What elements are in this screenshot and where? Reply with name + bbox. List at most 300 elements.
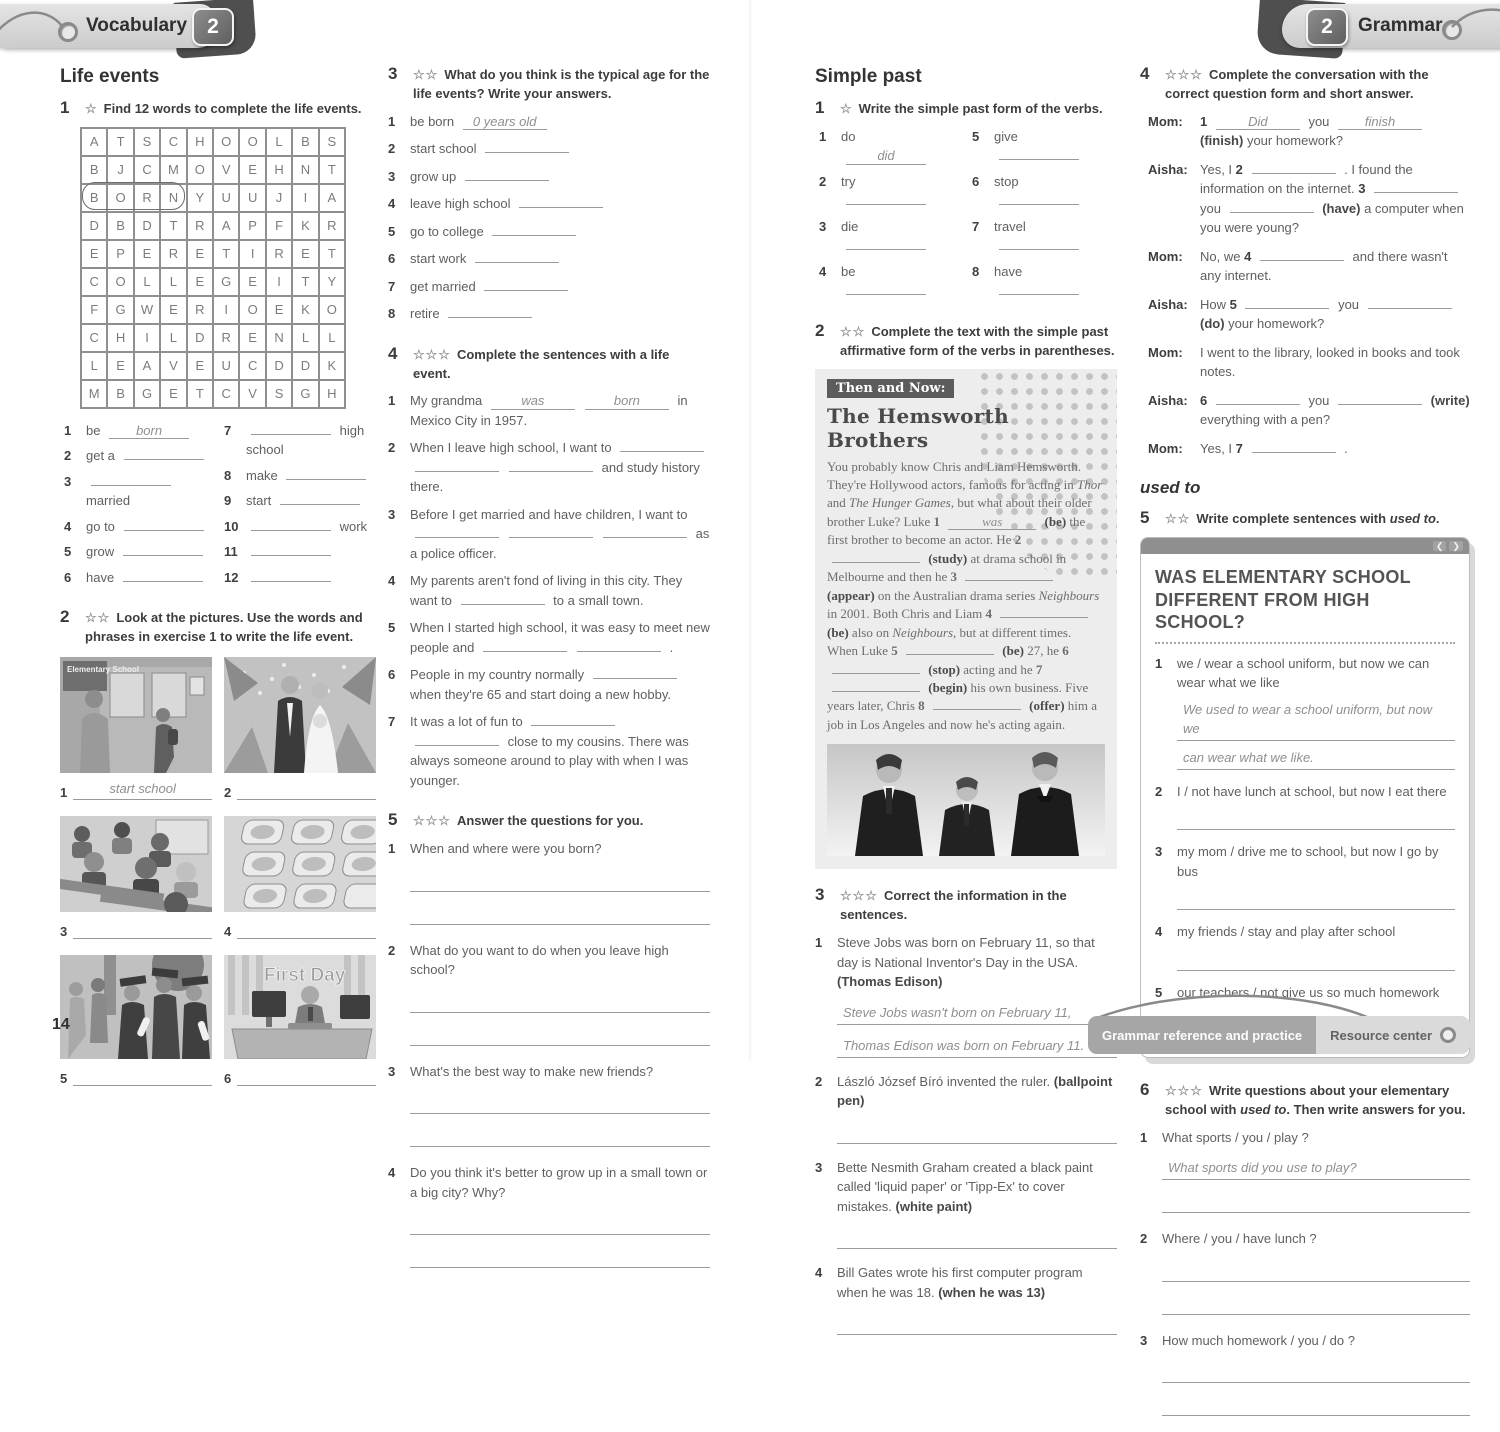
hemsworth-brothers-photo [827,744,1105,859]
answer-blank [1260,260,1344,261]
verb-label: die [841,218,859,234]
answer-blank [1374,192,1458,193]
picture-number: 4 [224,924,232,940]
wordsearch-cell: V [213,156,239,184]
picture-label [60,781,212,800]
blank-number: 4 [985,606,996,622]
picture-cell-2 [224,657,376,804]
item-number: 2 [388,942,396,958]
answer-blank: was [948,515,1036,530]
answer-blank [415,745,499,746]
exercise-number: 3 [815,885,825,905]
wordsearch-cell: I [134,324,160,352]
exercise-number: 4 [388,343,398,363]
exercise-instruction [413,347,669,381]
text: . Then write answers for you. [1286,1101,1466,1117]
text: Steve Jobs was born on February 11, so that day is National Inventor's Day in the USA. [837,935,1095,970]
picture-cell-6 [224,955,376,1090]
text: and study history there. [410,459,700,495]
wordsearch-cell: T [160,212,186,240]
exercise-number: 6 [1140,1080,1150,1100]
text: when they're 65 and start doing a new hobby. [410,686,671,702]
item-number: 1 [388,841,396,857]
conversation-turn [1148,160,1470,238]
answer-blank [123,555,203,556]
wordsearch-cell: E [239,156,265,184]
difficulty-stars: ☆☆☆ [413,346,451,362]
answer-line [1162,1259,1470,1282]
phrase-item [224,517,376,537]
answer-lines [1162,1360,1470,1416]
blank-number: 3 [950,569,961,585]
text: also on [851,624,893,640]
phrase-item [224,421,376,460]
text: your homework? [1228,316,1325,332]
answer-blank [846,294,926,295]
spiral-binding-wire-icon [1450,0,1500,50]
text-bold: (ballpoint pen) [837,1073,1113,1109]
right-page-column-2 [1140,66,1470,1432]
text: . [1340,440,1348,456]
text: get a [86,448,119,464]
text: grow [86,544,118,560]
exercise-number: 4 [1140,64,1150,83]
right-page-column-1 [815,66,1117,1351]
exercise-header [1140,66,1470,104]
graduation-scene-illustration [60,955,212,1059]
text-bold: (white paint) [895,1198,973,1214]
answer-blank [415,471,499,472]
answer-lines [410,990,710,1046]
wordsearch-grid [80,127,346,409]
item-number: 3 [1155,844,1163,860]
text: You probably know Chris and Liam Hemsworth. They're Hollywood actors, famous for acting in [827,458,1081,492]
binder-ring-icon [58,22,78,42]
picture-cell-5 [60,955,212,1090]
list-item [388,112,710,132]
wordsearch-cell: O [187,156,213,184]
exercise-number: 5 [1140,508,1150,528]
item-number: 4 [1155,924,1163,940]
text: 27, he [1027,643,1063,659]
text: No, we [1200,248,1245,264]
wordsearch-cell: E [81,240,107,268]
exercise-2-complete-text [815,320,1117,869]
list-item [815,1263,1117,1335]
answer-blank [577,651,661,652]
list-item [388,665,710,704]
wordsearch-cell: C [81,268,107,296]
picture-number: 6 [224,1071,232,1087]
wordsearch-cell: R [266,240,292,268]
picture-number: 2 [224,785,232,801]
speaker-label: Aisha: [1148,296,1188,312]
exercise-instruction [1165,67,1429,101]
turn-text [1200,112,1470,151]
footer-reference-tabs [1088,1016,1470,1054]
answer-line [73,920,212,939]
circled-word-born [82,182,185,210]
answer-line [237,781,376,800]
wordsearch-cell: M [81,380,107,408]
section-title-life-events: Life events [60,66,160,87]
answer-lines [1177,887,1455,910]
section-title-simple-past: Simple past [815,66,922,87]
wordsearch-cell: S [134,128,160,156]
wordsearch-cell: S [266,380,292,408]
wordsearch-cell: T [319,240,345,268]
answer-blank [465,180,549,181]
wordsearch-cell: C [160,128,186,156]
answer-blank [1338,404,1422,405]
wordsearch-cell: O [239,128,265,156]
answer-blank: did [846,149,926,164]
verb-item [819,127,964,166]
exercise-number: 1 [815,98,825,117]
item-text [410,279,573,294]
phrase-text [246,519,367,534]
exercise-instruction [1165,1083,1466,1117]
dotted-divider [1155,642,1455,644]
text: It was a lot of fun to [410,714,527,730]
exercise-instruction [840,101,1103,116]
card-title-bar [1141,538,1469,554]
wordsearch-row [81,240,345,268]
page-number-left: 14 [52,1016,70,1033]
item-number: 1 [1155,655,1163,671]
used-to-heading: used to [1140,478,1201,498]
answer-lines [837,1312,1117,1335]
picture-first-day-at-work [224,955,376,1059]
exercise-4-complete-sentences [388,343,710,791]
item-number: 7 [388,714,396,730]
question-text [1162,1130,1309,1145]
school-sign-text: Elementary School [67,665,140,675]
picture-label [60,1067,212,1086]
prompt-text: our teachers / not give us so much homework [1177,984,1440,1000]
prompt-text: we / wear a school uniform, but now we can wear what we like [1177,655,1430,691]
difficulty-stars: ☆☆☆ [1165,67,1203,82]
item-number: 4 [815,1265,823,1281]
difficulty-stars: ☆☆ [413,67,439,82]
verb-label: try [841,173,856,189]
wordsearch-cell: V [239,380,265,408]
item-number: 4 [388,196,396,212]
prompt-item [1155,922,1455,971]
phrase-text [86,519,209,534]
picture-grid [60,657,376,1090]
answer-blank [1230,212,1314,213]
item-text [410,169,554,184]
phrase-item [64,517,216,537]
exercise-header [60,609,376,647]
turn-text [1200,295,1470,334]
exercise-number: 2 [815,320,825,340]
text-bold: (stop) [925,661,964,677]
verb-label: travel [994,218,1026,234]
wordsearch-cell: E [292,240,318,268]
exercise-number: 5 [388,810,398,830]
item-text [410,141,574,156]
wordsearch-cell: N [292,156,318,184]
exercise-header [815,320,1117,361]
wordsearch-row [81,156,345,184]
wordsearch-cell: H [107,324,133,352]
text: Bill Gates wrote his first computer program when he was 18. [837,1265,1083,1300]
verb-list-left [819,127,964,307]
answer-lines [1162,1259,1470,1315]
prompt-text: my mom / drive me to school, but now I go by bus [1177,844,1439,879]
blank-number: 3 [1358,181,1370,197]
picture-number: 5 [60,1071,68,1087]
answer-blank: born [109,424,189,439]
phrase-list-left [64,421,216,594]
text: in 2001. Both Chris and Liam [827,606,986,622]
verb-item [819,217,964,256]
answer-lines [1177,948,1455,971]
item-number: 1 [819,128,827,144]
verb-label: be [841,263,856,279]
phrase-item [64,542,216,562]
text: go to [86,518,119,534]
wedding-scene-illustration [224,657,376,773]
answer-line [1177,948,1455,971]
prompt-item [1155,654,1455,770]
conversation-turn [1148,439,1470,459]
item-number: 6 [388,251,396,267]
elementary-school-card [1140,537,1470,1058]
verb-lists [819,127,1117,307]
difficulty-stars: ☆☆ [85,610,111,626]
item-text [410,114,552,129]
answer-blank [531,725,615,726]
phrase-text [86,423,194,438]
phrase-item [224,491,376,511]
answer-lines [837,1002,1117,1058]
answer-line: Steve Jobs wasn't born on February 11, [837,1002,1117,1025]
wordsearch-cell: C [81,324,107,352]
speaker-label: Mom: [1148,248,1183,264]
verb-item [972,127,1117,166]
text: start [246,493,275,509]
prompt-item [1155,782,1455,831]
wordsearch-cell: G [134,380,160,408]
answer-blank [509,537,593,538]
exercise-instruction [85,610,363,644]
item-number: 7 [224,422,232,438]
text: People in my country normally [410,667,588,683]
text-bold: (Thomas Edison) [837,974,943,990]
next-arrow-icon: ❯ [1449,541,1463,551]
item-number: 11 [224,544,238,560]
item-number: 4 [388,1165,396,1181]
phrase-list-right [224,421,376,594]
answer-line [410,902,710,925]
phrase-item [224,466,376,486]
exercise-2-pictures [60,609,376,1090]
item-text [410,714,689,788]
wordsearch-cell: A [319,184,345,212]
item-text [410,306,537,321]
question-text [410,1165,707,1200]
unit-number-badge: 2 [1306,8,1348,46]
item-number: 1 [388,113,396,129]
answer-blank [832,673,920,674]
exercise-number: 3 [388,64,398,83]
phrase-text [86,448,209,463]
difficulty-stars: ☆☆☆ [1165,1083,1203,1099]
text: acting and he [963,661,1036,677]
answer-blank [415,537,499,538]
list-item [388,571,710,610]
wordsearch-cell: M [160,156,186,184]
answer-blank [620,451,704,452]
verb-item [972,217,1117,256]
phrase-text [246,544,336,559]
item-text [410,196,608,211]
text: Yes, I [1200,161,1236,177]
item-number: 5 [388,620,396,636]
wordsearch-cell: C [239,352,265,380]
blank-number: 8 [918,698,928,714]
answer-blank [251,530,331,531]
text: László József Bíró invented the ruler. [837,1073,1054,1089]
wordsearch-cell: T [107,128,133,156]
text: work [336,518,368,534]
instruction-text: Look at the pictures. Use the words and phrases in exercise 1 to write the life event. [85,610,363,645]
wordsearch-cell: J [107,156,133,184]
wordsearch-cell: R [187,296,213,324]
question-item [388,839,710,925]
item-number: 3 [1140,1332,1148,1348]
phrase-text [246,493,365,508]
difficulty-stars: ☆ [840,101,853,116]
list-item [388,712,710,790]
answer-blank [251,555,331,556]
item-number: 2 [64,448,72,464]
answer-blank [124,459,204,460]
text-bold: (finish) [1200,133,1247,149]
picture-cell-1 [60,657,212,804]
text: Where / you / have lunch ? [1162,1231,1317,1247]
wordsearch-cell: E [160,296,186,324]
text: close to my cousins. There was always someone around to play with when I was younger. [410,733,689,788]
prev-arrow-icon: ❮ [1433,541,1447,551]
answer-lines [1162,1157,1470,1213]
wordsearch-cell: U [213,184,239,212]
text: his own business. Five years later, Chris [827,679,1089,714]
text: My grandma [410,393,486,409]
wordsearch-cell: E [239,324,265,352]
wordsearch-cell: U [213,352,239,380]
left-page-column-2 [388,66,710,1284]
list-item [388,505,710,564]
answer-blank [1245,308,1329,309]
conversation-turn [1148,295,1470,334]
answer-line [237,920,376,939]
vocabulary-header-tab [0,0,300,70]
text: be [86,422,105,438]
question-text [410,1064,653,1079]
answer-blank [492,235,576,236]
list-item [815,933,1117,1058]
wordsearch-cell: N [266,324,292,352]
card-title: WAS ELEMENTARY SCHOOL DIFFERENT FROM HIGH SCHOOL? [1155,567,1411,633]
picture-label [224,920,376,939]
answer-blank [846,204,926,205]
item-text [410,507,709,561]
item-text [410,251,564,266]
answer-line [410,1023,710,1046]
wordsearch-cell: H [319,380,345,408]
exercise-number: 1 [60,98,70,117]
answer-blank [485,152,569,153]
wordsearch-cell: I [213,296,239,324]
picture-college-lecture [60,816,212,912]
instruction-text: Answer the questions for you. [456,813,644,829]
exercise-instruction [840,888,1067,922]
answer-blank [832,691,920,692]
item-number: 5 [64,544,72,560]
wordsearch-cell: I [266,268,292,296]
wordsearch-cell: B [107,380,133,408]
answer-blank [1252,173,1336,174]
answer-line [410,1212,710,1235]
wordsearch-row [81,128,345,156]
difficulty-stars: ☆ [85,101,98,116]
exercise-1-wordsearch [60,100,376,593]
item-number: 4 [388,573,396,589]
item-number: 9 [224,493,232,509]
picture-wedding [224,657,376,773]
text: and there wasn't any internet. [1200,248,1448,284]
text-bold: (appear) [827,587,878,603]
picture-start-school [60,657,212,773]
item-number: 2 [1140,1231,1148,1247]
wordsearch-cell: I [239,240,265,268]
answer-blank: 0 years old [463,115,547,130]
phrase-item [64,421,216,441]
text: be born [410,113,458,129]
section-header-title: Grammar [1358,15,1443,36]
exercise-instruction [413,67,709,101]
answer-blank [1216,404,1300,405]
item-number: 6 [64,569,72,585]
question-item [388,1163,710,1268]
answer-blank [286,479,366,480]
text: , but what about their older brother Luke? Luke [827,495,1092,529]
answer-line: What sports did you use to play? [1162,1157,1470,1180]
conversation-turn [1148,247,1470,286]
wordsearch-cell: H [187,128,213,156]
answer-blank [965,580,1053,581]
list-item [388,304,710,324]
text: . [1435,511,1440,527]
wordsearch-cell: R [187,212,213,240]
answer-blank [1368,308,1452,309]
tab-label: Resource center [1330,1027,1433,1043]
tab-label: Grammar reference and practice [1102,1027,1303,1043]
text: retire [410,306,444,322]
verb-label: stop [994,173,1019,189]
text: you [1304,113,1334,129]
text: have [86,569,118,585]
prompt-item [1155,842,1455,910]
text: go to college [410,223,488,239]
list-item [388,222,710,242]
left-page-column-1 [60,66,376,1106]
question-item [388,941,710,1046]
